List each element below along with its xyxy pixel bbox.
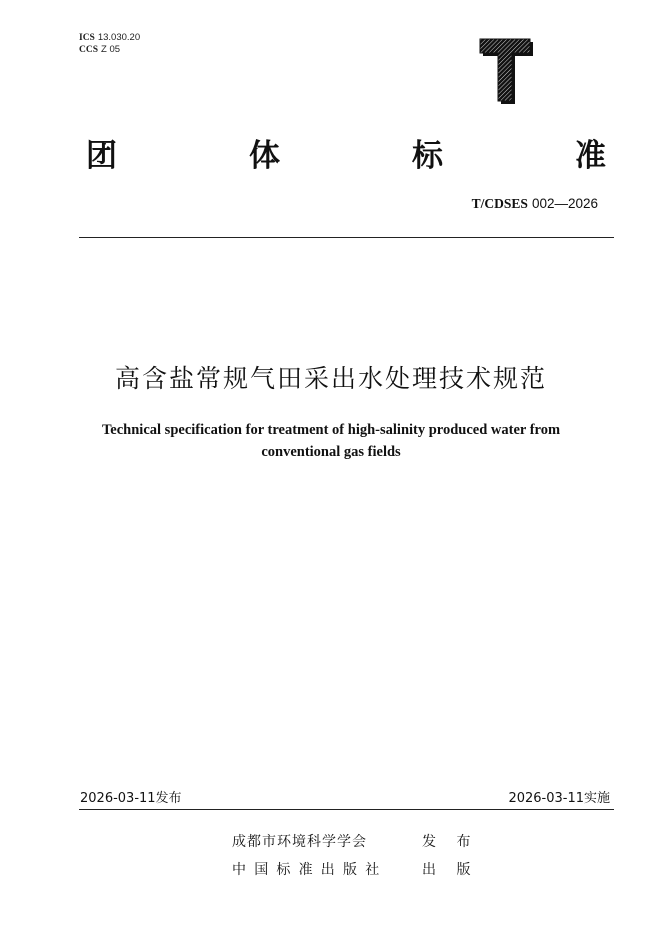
group-standard-logo-icon <box>478 38 534 104</box>
bottom-divider <box>79 809 614 810</box>
ccs-code <box>79 44 140 56</box>
english-title <box>60 419 602 463</box>
ccs-value: Z 05 <box>101 44 121 55</box>
classification-codes <box>79 32 140 56</box>
publisher-org: 中国标准出版社 <box>232 862 388 878</box>
publisher-action: 发 布 <box>422 834 479 850</box>
ics-label: ICS <box>79 33 95 43</box>
implementation-date: 2026-03-11实施 <box>508 791 610 806</box>
publisher-row <box>232 856 478 884</box>
standard-type-char: 体 <box>249 137 280 174</box>
top-divider <box>79 237 614 238</box>
standard-number-prefix: T/CDSES <box>471 196 528 211</box>
chinese-title: 高含盐常规气田采出水处理技术规范 <box>114 364 547 393</box>
ics-value: 13.030.20 <box>97 32 141 43</box>
standard-type-char: 标 <box>412 137 443 174</box>
ics-code <box>79 32 140 44</box>
standard-number-value: 002—2026 <box>531 196 598 211</box>
ccs-label: CCS <box>79 45 99 55</box>
issue-date: 2026-03-11发布 <box>80 791 182 806</box>
publisher-action: 出 版 <box>422 862 479 878</box>
english-title-line: Technical specification for treatment of high-salinity produced water from <box>101 422 561 438</box>
publisher-row <box>232 828 478 856</box>
standard-type-char: 团 <box>86 137 117 174</box>
publisher-block <box>232 828 478 884</box>
standard-number <box>472 196 598 212</box>
publisher-org: 成都市环境科学学会 <box>232 834 367 850</box>
standard-type-title <box>86 130 606 174</box>
english-title-line: conventional gas fields <box>261 444 401 460</box>
standard-type-char: 准 <box>575 137 606 174</box>
